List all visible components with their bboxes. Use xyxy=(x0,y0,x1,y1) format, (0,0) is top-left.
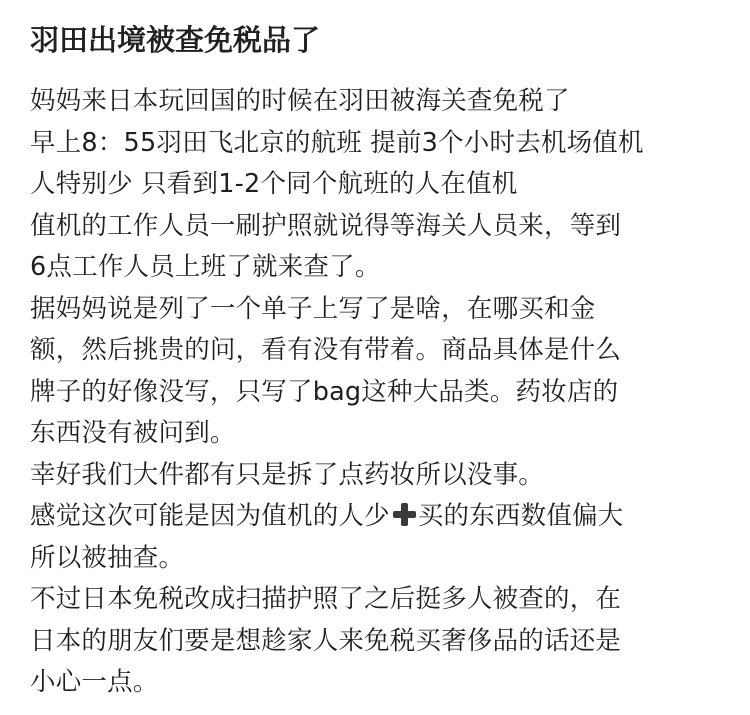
body-line: 牌子的好像没写，只写了bag这种大品类。药妆店的 xyxy=(30,376,619,407)
body-line: 额，然后挑贵的问，看有没有带着。商品具体是什么 xyxy=(30,335,622,365)
plus-emoji-icon xyxy=(391,501,417,527)
body-line: 据妈妈说是列了一个单子上写了是啥，在哪买和金 xyxy=(30,293,596,324)
body-line: 小心一点。 xyxy=(30,667,159,697)
post-body xyxy=(30,81,730,704)
body-line: 早上8：55羽田飞北京的航班 提前3个小时去机场值机 xyxy=(30,127,644,158)
body-line: 值机的工作人员一刷护照就说得等海关人员来，等到 xyxy=(30,210,622,241)
body-line: 人特别少 只看到1-2个同个航班的人在值机 xyxy=(30,169,518,199)
body-line-segment: 买的东西数值偏大 xyxy=(417,501,624,531)
body-line: 幸好我们大件都有只是拆了点药妆所以没事。 xyxy=(30,459,545,490)
body-line: 东西没有被问到。 xyxy=(30,418,236,448)
body-line: 不过日本免税改成扫描护照了之后挺多人被查的，在 xyxy=(30,584,622,614)
body-line: 6点工作人员上班了就来查了。 xyxy=(30,252,381,282)
body-line: 日本的朋友们要是想趁家人来免税买奢侈品的话还是 xyxy=(30,625,622,656)
body-line-with-icon xyxy=(30,496,730,538)
body-line-segment: 感觉这次可能是因为值机的人少 xyxy=(30,501,390,531)
post-title: 羽田出境被查免税品了 xyxy=(30,23,321,57)
body-line: 妈妈来日本玩回国的时候在羽田被海关查免税了 xyxy=(30,86,570,116)
body-line: 所以被抽查。 xyxy=(30,542,185,573)
